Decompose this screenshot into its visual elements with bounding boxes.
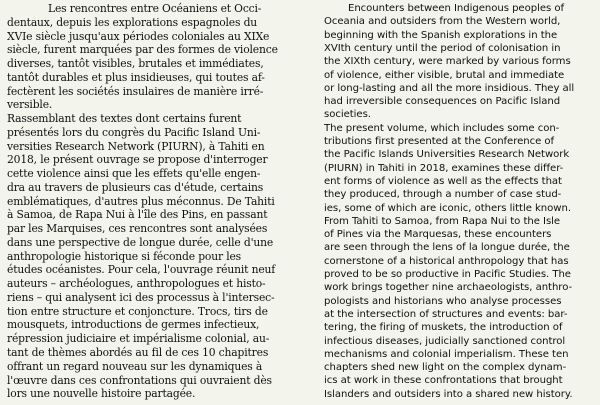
english-line-25: tering, the firing of muskets, the introduction of	[324, 322, 563, 334]
english-line-21: proved to be so productive in Pacific Studies. The	[324, 269, 571, 280]
english-line-22: work brings together nine archaeologists, anthro-	[324, 282, 573, 294]
french-line-1: Les rencontres entre Océaniens et Occi-	[48, 2, 262, 15]
english-line-9: societies.	[324, 109, 371, 121]
french-line-15: emblématiques, d'autres plus méconnus. De Tahiti	[7, 194, 275, 208]
french-line-26: tant de thèmes abordés au fil de ces 10 chapitres	[7, 346, 269, 359]
french-line-18: dans une perspective de longue durée, celle d'une	[7, 235, 274, 249]
english-line-16: ies, some of which are iconic, others little known.	[324, 202, 571, 214]
french-line-6: tantôt durables et plus insidieuses, qui toutes af-	[7, 70, 265, 84]
english-line-18: of Pines via the Marquesas, these encounters	[324, 229, 552, 241]
french-line-22: riens – qui analysent ici des processus à l'intersec-	[7, 290, 275, 304]
english-line-8: had irreversible consequences on Pacific Island	[324, 96, 561, 108]
english-line-12: the Pacific Islands Universities Research Network	[324, 149, 570, 161]
english-line-6: of violence, either visible, brutal and immediate	[324, 69, 565, 81]
french-line-14: dra au travers de plusieurs cas d'étude, certains	[7, 180, 264, 194]
french-line-21: auteurs – archéologues, anthropologues et histo-	[7, 277, 266, 291]
french-line-28: l'œuvre dans ces confrontations qui ouvraient dès	[7, 373, 272, 387]
english-line-19: are seen through the lens of la longue durée, the	[324, 242, 570, 254]
english-line-14: ent forms of violence as well as the effects that	[324, 175, 562, 187]
english-line-4: XVIth century until the period of colonisation in	[324, 42, 561, 54]
french-line-2: dentaux, depuis les explorations espagnoles du	[7, 15, 258, 29]
french-line-16: à Samoa, de Rapa Nui à l'île des Pins, en passant	[7, 208, 268, 222]
english-line-29: ics at work in these confrontations that brought	[324, 375, 563, 387]
english-line-20: cornerstone of a historical anthropology that has	[324, 255, 569, 267]
french-line-29: lors une nouvelle histoire partagée.	[7, 387, 196, 401]
english-line-27: mechanisms and colonial imperialism. These ten	[324, 348, 569, 360]
french-line-7: fectèrent les sociétés insulaires de manière irré-	[7, 84, 264, 98]
english-line-1: Encounters between Indigenous peoples of	[348, 3, 564, 14]
english-line-28: chapters shed new light on the complex dynam-	[324, 362, 567, 374]
english-line-15: they produced, through a number of case stud-	[324, 189, 562, 201]
french-line-17: par les Marquises, ces rencontres sont analysées	[7, 222, 268, 236]
english-line-26: infectious diseases, judicially sanctioned control	[324, 335, 566, 347]
french-line-19: anthropologie historique si féconde pour les	[7, 249, 242, 263]
french-line-20: études océanistes. Pour cela, l'ouvrage réunit neuf	[7, 263, 276, 277]
french-line-23: tion entre structure et conjoncture. Trocs, tirs de	[7, 304, 268, 318]
french-line-25: répression judiciaire et impérialisme colonial, au-	[7, 332, 270, 346]
french-line-4: siècle, furent marquées par des formes de violence	[7, 43, 278, 57]
french-line-27: offrant un regard nouveau sur les dynamiques à	[7, 359, 263, 373]
english-line-7: or long-lasting and all the more insidious. They all	[324, 82, 575, 94]
french-line-12: 2018, le présent ouvrage se propose d'interroger	[7, 153, 268, 167]
english-line-23: pologists and historians who analyse processes	[324, 295, 562, 307]
english-line-24: at the intersection of structures and events: bar-	[324, 308, 568, 320]
english-line-30: Islanders and outsiders into a shared new history.	[324, 388, 573, 400]
french-line-8: versible.	[7, 98, 53, 112]
french-line-13: cette violence ainsi que les effets qu'elle engen-	[7, 167, 261, 181]
french-line-5: diverses, tantôt visibles, brutales et immédiates,	[7, 57, 264, 70]
english-line-5: the XIXth century, were marked by various forms	[324, 56, 571, 68]
english-line-17: From Tahiti to Samoa, from Rapa Nui to the Isle	[324, 215, 561, 227]
english-line-3: beginning with the Spanish explorations in the	[324, 29, 558, 41]
english-line-10: The present volume, which includes some con-	[324, 122, 560, 134]
french-line-24: mousquets, introductions de germes infectieux,	[7, 318, 260, 332]
french-line-10: présentés lors du congrès du Pacific Island Uni-	[7, 125, 261, 139]
french-line-9: Rassemblant des textes dont certains furent	[7, 112, 242, 126]
english-line-13: (PIURN) in Tahiti in 2018, examines these differ-	[324, 162, 564, 174]
french-line-11: versities Research Network (PIURN), à Tahiti en	[7, 139, 265, 153]
english-line-2: Oceania and outsiders from the Western world,	[324, 16, 561, 28]
english-line-11: tributions first presented at the Conference of	[324, 136, 555, 147]
french-line-3: XVIe siècle jusqu'aux périodes coloniales au XIXe	[7, 29, 270, 43]
